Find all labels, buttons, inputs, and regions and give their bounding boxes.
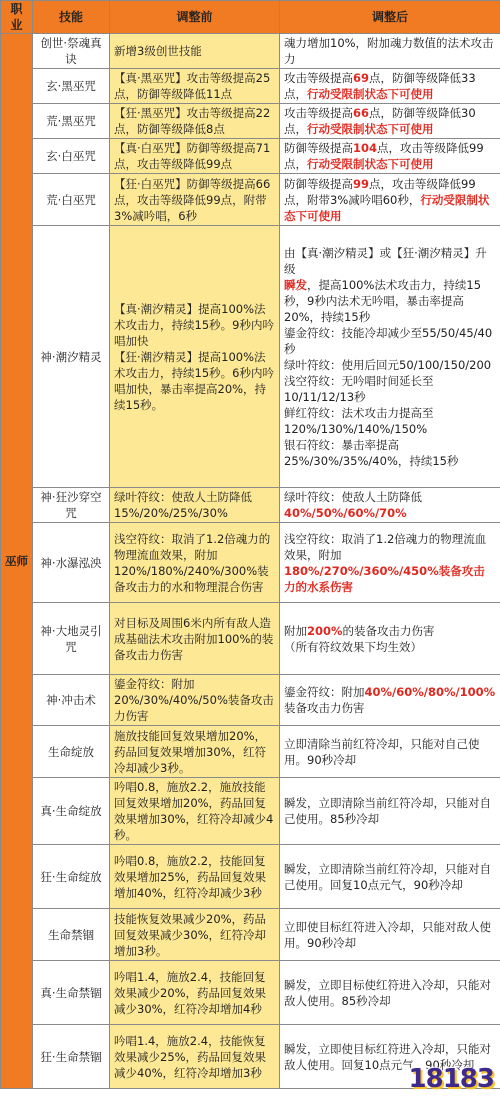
plain-text: 瞬发，立即目标使红符进入冷却，只能对敌人使用。85秒冷却 [284, 977, 491, 1008]
highlight-text: 行动受限制状态下可使用 [307, 87, 434, 101]
plain-text: 点，防御等级降低30点， [284, 106, 476, 136]
plain-text: 【狂·潮汐精灵】提高100%法术攻击力，持续15秒。6秒内吟唱加快，暴击率提高20%，持续15秒。 [114, 349, 274, 412]
plain-text: 立即清除当前红符冷却，只能对自己使用。90秒冷却 [284, 736, 480, 767]
text-line [114, 676, 275, 724]
plain-text: 攻击等级提高 [284, 71, 353, 85]
skill-name-cell: 神·潮汐精灵 [33, 226, 110, 488]
after-cell [280, 104, 500, 139]
before-cell [110, 104, 280, 139]
plain-text: 对目标及周围6米内所有敌人造成基础法术攻击附加100%的装备攻击力伤害 [114, 615, 274, 662]
plain-text: 鎏金符纹：技能冷却减少至55/50/45/40秒 [284, 325, 493, 356]
text-line [284, 489, 496, 505]
after-cell [280, 226, 500, 488]
plain-text: 瞬发，立即使目标红符进入冷却，只能对敌人使用。回复10点元气，90秒冷却 [284, 1041, 491, 1072]
after-cell [280, 523, 500, 603]
text-line [114, 531, 275, 595]
text-line [284, 977, 496, 1009]
header-skill: 技能 [33, 1, 110, 34]
text-line [284, 736, 496, 768]
plain-text: 【真·黑巫咒】攻击等级提高25点，防御等级降低11点 [114, 71, 271, 101]
table-row [1, 603, 500, 675]
text-line [284, 531, 496, 595]
plain-text: 防御等级提高 [284, 176, 353, 191]
table-row [1, 909, 500, 961]
highlight-text: 66 [353, 106, 370, 120]
plain-text: 新增3级创世技能 [114, 44, 202, 58]
plain-text: 浅空符纹：取消了1.2倍魂力的物理流血效果，附加120%/180%/240%/300%装备攻击力的水和物理混合伤害 [114, 531, 271, 594]
text-line [114, 349, 275, 413]
before-cell [110, 726, 280, 778]
text-line [284, 105, 496, 137]
plain-text: 鲜红符纹：法术攻击力提高至120%/130%/140%/150% [284, 405, 434, 436]
site-watermark-logo: 18183 [408, 1064, 494, 1094]
table-row [1, 961, 500, 1025]
after-cell [280, 778, 500, 845]
after-cell [280, 603, 500, 675]
text-line [114, 728, 275, 776]
text-line [114, 969, 275, 1017]
text-line [284, 795, 496, 827]
plain-text: 点，攻击等级降低99点， [284, 141, 484, 171]
plain-text: 绿叶符纹：使用后回元50/100/150/200 [284, 357, 492, 372]
plain-text: 吟唱1.4，施放2.4，技能回复效果减少20%，药品回复效果减少30%，红符冷却增加4秒 [114, 969, 267, 1016]
plain-text: 施放技能回复效果增加20%，药品回复效果增加30%，红符冷却减少3秒。 [114, 728, 267, 775]
plain-text: 鎏金符纹：附加 [284, 685, 365, 699]
after-cell [280, 69, 500, 104]
after-cell [280, 34, 500, 69]
text-line [284, 70, 496, 102]
text-line [284, 357, 496, 373]
text-line [114, 176, 275, 224]
skill-name-cell: 真·生命禁锢 [33, 961, 110, 1025]
skill-name-cell: 玄·黑巫咒 [33, 69, 110, 104]
header-row [1, 1, 500, 34]
before-cell [110, 34, 280, 69]
before-cell [110, 778, 280, 845]
table-row [1, 104, 500, 139]
before-cell [110, 139, 280, 174]
skill-name-cell: 生命禁锢 [33, 909, 110, 961]
plain-text: 【狂·白巫咒】防御等级提高66点，攻击等级降低99点，附带3%减吟唱，6秒 [114, 176, 271, 223]
plain-text: 攻击等级提高 [284, 106, 353, 120]
highlight-text: 99 [353, 176, 370, 191]
highlight-text: 行动受限制状态下可使用 [284, 192, 490, 223]
skill-name-cell: 狂·生命绽放 [33, 845, 110, 909]
table-row [1, 488, 500, 523]
table-row [1, 523, 500, 603]
plain-text: 由【真·潮汐精灵】或【狂·潮汐精灵】升级 [284, 245, 487, 276]
text-line [284, 639, 496, 655]
plain-text: 吟唱1.4，施放2.4，技能恢复效果减少25%，药品回复效果减少40%，红符冷却增加3秒 [114, 1033, 267, 1080]
before-cell [110, 174, 280, 226]
plain-text: 魂力增加10%，附加魂力数值的法术攻击力 [284, 36, 494, 66]
plain-text: 银石符纹：暴击率提高25%/30%/35%/40%，持续15秒 [284, 437, 459, 468]
text-line [114, 301, 275, 349]
skill-name-cell: 创世·祭魂真诀 [33, 34, 110, 69]
header-before: 调整前 [110, 1, 280, 34]
before-cell [110, 909, 280, 961]
before-cell [110, 961, 280, 1025]
after-cell [280, 909, 500, 961]
before-cell [110, 1025, 280, 1089]
plain-text: 立即使目标红符进入冷却，只能对敌人使用。90秒冷却 [284, 919, 491, 950]
header-job: 职业 [1, 1, 33, 34]
text-line [114, 1033, 275, 1081]
table-row [1, 845, 500, 909]
plain-text: 瞬发，立即清除当前红符冷却，只能对自己使用。回复10点元气，90秒冷却 [284, 861, 491, 892]
before-cell [110, 603, 280, 675]
plain-text: 吟唱0.8，施放2.2，施放技能回复效果增加20%，药品回复效果增加30%，红符冷却减少4秒。 [114, 780, 274, 842]
after-cell [280, 675, 500, 726]
highlight-text: 行动受限制状态下可使用 [307, 122, 434, 136]
text-line [284, 277, 496, 325]
highlight-text: 40%/60%/80%/100% [364, 685, 496, 699]
plain-text: ，提高100%法术攻击力，持续15秒，9秒内法术无吟唱，暴击率提高20%，持续15秒 [284, 277, 482, 324]
plain-text: 瞬发，立即清除当前红符冷却，只能对自己使用。85秒冷却 [284, 796, 491, 826]
text-line [114, 489, 275, 521]
highlight-text: 行动受限制状态下可使用 [307, 157, 434, 171]
plain-text: 绿叶符纹：使敌人土防降低15%/20%/25%/30% [114, 490, 252, 520]
text-line [114, 140, 275, 172]
before-cell [110, 69, 280, 104]
text-line [284, 437, 496, 469]
table-row [1, 174, 500, 226]
plain-text: 【狂·黑巫咒】攻击等级提高22点，防御等级降低8点 [114, 106, 271, 136]
skill-name-cell: 神·水瀑泓泱 [33, 523, 110, 603]
text-line [284, 405, 496, 437]
plain-text: 【真·白巫咒】防御等级提高71点，攻击等级降低99点 [114, 141, 271, 171]
plain-text: 的装备攻击力伤害 [342, 623, 435, 638]
text-line [114, 911, 275, 959]
plain-text: 点，攻击等级降低99点，附带3%减吟唱60秒， [284, 176, 476, 207]
header-after: 调整后 [280, 1, 500, 34]
skill-name-cell: 神·冲击术 [33, 675, 110, 726]
after-cell [280, 726, 500, 778]
text-line [284, 140, 496, 172]
plain-text: 鎏金符纹：附加20%/30%/40%/50%装备攻击力伤害 [114, 677, 274, 723]
plain-text: 绿叶符纹：使敌人土防降低 [284, 490, 422, 504]
text-line [284, 325, 496, 357]
plain-text: 浅空符纹：取消了1.2倍魂力的物理流血效果，附加 [284, 531, 487, 562]
before-cell [110, 488, 280, 523]
after-cell [280, 174, 500, 226]
table-row [1, 34, 500, 69]
highlight-text: 40%/50%/60%/70% [284, 506, 407, 520]
after-cell [280, 961, 500, 1025]
plain-text: 防御等级提高 [284, 141, 353, 155]
highlight-text: 104 [353, 141, 378, 155]
text-line [284, 245, 496, 277]
table-row [1, 726, 500, 778]
text-line [284, 35, 496, 67]
plain-text: 装备攻击力伤害 [284, 701, 365, 715]
job-cell: 巫师 [1, 34, 33, 1089]
highlight-text: 69 [353, 71, 370, 85]
skill-name-cell: 真·生命绽放 [33, 778, 110, 845]
plain-text: 吟唱0.8，施放2.2，技能回复效果增加25%，药品回复效果增加40%，红符冷却减少3秒 [114, 853, 267, 900]
plain-text: 浅空符纹：无吟唱时间延长至10/11/12/13秒 [284, 373, 434, 404]
text-line [114, 779, 275, 843]
text-line [284, 505, 496, 521]
text-line [284, 919, 496, 951]
skill-name-cell: 玄·白巫咒 [33, 139, 110, 174]
text-line [114, 615, 275, 663]
table-row [1, 226, 500, 488]
highlight-text: 180%/270%/360%/450%装备攻击力的水系伤害 [284, 563, 485, 594]
table-row [1, 69, 500, 104]
highlight-text: 200% [307, 623, 343, 638]
plain-text: 技能恢复效果减少20%，药品回复效果减少30%，红符冷却增加3秒。 [114, 911, 267, 958]
plain-text: （所有符纹效果下均生效） [284, 639, 422, 654]
after-cell [280, 845, 500, 909]
skill-name-cell: 生命绽放 [33, 726, 110, 778]
plain-text: 点，防御等级降低33点， [284, 71, 476, 101]
skill-name-cell: 狂·生命禁锢 [33, 1025, 110, 1089]
table-row [1, 778, 500, 845]
text-line [284, 176, 496, 224]
table-row [1, 139, 500, 174]
text-line [114, 105, 275, 137]
text-line [114, 70, 275, 102]
skill-name-cell: 神·狂沙穿空咒 [33, 488, 110, 523]
after-cell [280, 139, 500, 174]
before-cell [110, 523, 280, 603]
skill-name-cell: 荒·黑巫咒 [33, 104, 110, 139]
text-line [114, 853, 275, 901]
skill-name-cell: 荒·白巫咒 [33, 174, 110, 226]
plain-text: 【真·潮汐精灵】提高100%法术攻击力，持续15秒。9秒内吟唱加快 [114, 301, 274, 348]
plain-text: 附加 [284, 623, 307, 638]
table-row [1, 675, 500, 726]
before-cell [110, 845, 280, 909]
before-cell [110, 675, 280, 726]
after-cell [280, 488, 500, 523]
text-line [284, 684, 496, 716]
before-cell [110, 226, 280, 488]
skill-name-cell: 神·大地灵引咒 [33, 603, 110, 675]
text-line [284, 373, 496, 405]
highlight-text: 瞬发 [284, 277, 307, 292]
text-line [284, 623, 496, 639]
text-line [114, 43, 275, 59]
text-line [284, 861, 496, 893]
